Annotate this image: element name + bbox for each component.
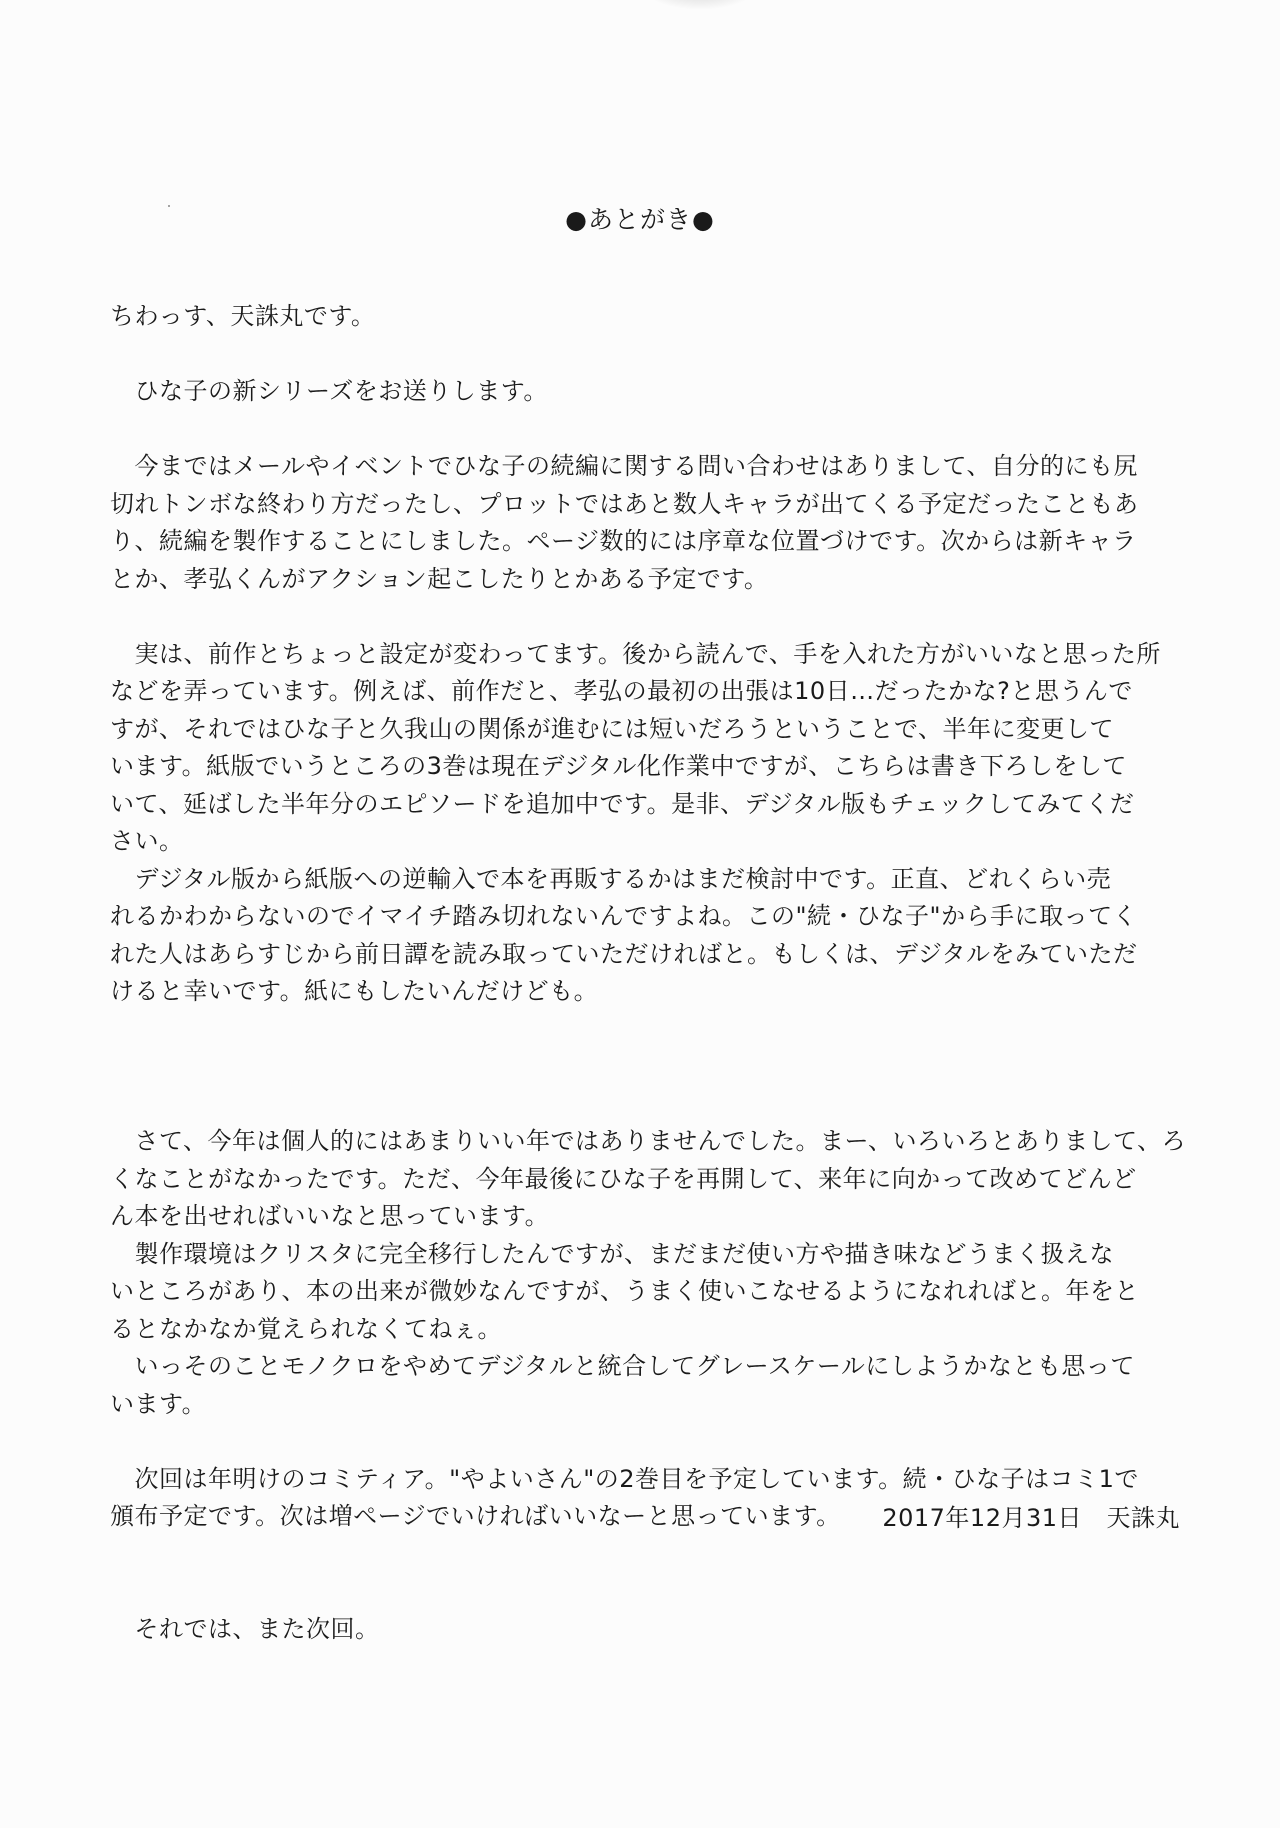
- paragraph-gap: [110, 598, 1190, 636]
- text: 製作環境はクリスタに完全移行したんですが、まだまだ使い方や描き味などうまく扱えな: [134, 1239, 1115, 1268]
- paragraph-line: いところがあり、本の出来が微妙なんですが、うまく使いこなせるようになれればと。年をと: [110, 1277, 1139, 1305]
- text: 次回は年明けのコミティア。"やよいさん"の2巻目を予定しています。続・ひな子はコミ1で: [134, 1464, 1139, 1493]
- paragraph-gap: [110, 336, 1190, 374]
- paragraph-gap: [110, 1048, 1190, 1086]
- paragraph-line: くなことがなかったです。ただ、今年最後にひな子を再開して、来年に向かって改めてどんど: [110, 1164, 1137, 1193]
- paragraph-line: すが、それではひな子と久我山の関係が進むには短いだろうということで、半年に変更して: [110, 714, 1115, 743]
- paragraph-gap: [110, 1423, 1190, 1461]
- paragraph-line: いて、延ばした半年分のエピソードを追加中です。是非、デジタル版もチェックしてみてくだ: [110, 789, 1135, 818]
- greeting-line: ちわっす、天誅丸です。: [110, 302, 376, 330]
- text: 今まではメールやイベントでひな子の続編に関する問い合わせはありまして、自分的にも尻: [134, 452, 1139, 480]
- paragraph-gap: [110, 1086, 1190, 1124]
- paragraph-line: [110, 861, 1190, 899]
- paragraph-line: います。: [110, 1389, 207, 1418]
- text: いっそのことモノクロをやめてデジタルと統合してグレースケールにしようかなとも思って: [134, 1352, 1135, 1380]
- paragraph-line: れた人はあらすじから前日譚を読み取っていただければと。もしくは、デジタルをみていただ: [110, 939, 1138, 968]
- text: さて、今年は個人的にはあまりいい年ではありませんでした。まー、いろいろとありまして、ろ: [134, 1127, 1187, 1155]
- paragraph-line: [110, 1123, 1190, 1161]
- paragraph-line: [110, 448, 1190, 486]
- paragraph-line: [110, 636, 1190, 674]
- paragraph-line: [110, 373, 1190, 411]
- paragraph-line: [110, 1348, 1190, 1386]
- paragraph-line: るとなかなか覚えられなくてねぇ。: [110, 1314, 502, 1343]
- paragraph-line: [110, 1461, 1190, 1499]
- paragraph-gap: [110, 1011, 1190, 1049]
- paragraph-line: 切れトンボな終わり方だったし、プロットではあと数人キャラが出てくる予定だったこともあ: [110, 489, 1139, 518]
- paragraph-gap: [110, 1536, 1190, 1574]
- paragraph-line: 頒布予定です。次は増ページでいければいいなーと思っています。: [110, 1502, 841, 1530]
- text: デジタル版から紙版への逆輸入で本を再販するかはまだ検討中です。正直、どれくらい売: [134, 864, 1112, 893]
- paragraph-line: さい。: [110, 827, 184, 855]
- scan-shadow: [640, 0, 760, 10]
- paragraph-line: [110, 1236, 1190, 1274]
- closing-line: [110, 1611, 1190, 1649]
- paragraph-line: ん本を出せればいいなと思っています。: [110, 1202, 550, 1230]
- afterword-body: [110, 298, 1190, 1648]
- paragraph-line: れるかわからないのでイマイチ踏み切れないんですよね。この"続・ひな子"から手に取ってく: [110, 902, 1138, 930]
- paragraph-line: り、続編を製作することにしました。ページ数的には序章な位置づけです。次からは新キャラ: [110, 527, 1137, 555]
- paragraph-gap: [110, 411, 1190, 449]
- text: 実は、前作とちょっと設定が変わってます。後から読んで、手を入れた方がいいなと思った所: [134, 639, 1161, 668]
- page-title: ●あとがき●: [565, 205, 715, 234]
- text: それでは、また次回。: [134, 1614, 380, 1643]
- paragraph-line: けると幸いです。紙にもしたいんだけども。: [110, 977, 599, 1005]
- text: ひな子の新シリーズをお送りします。: [134, 377, 548, 405]
- paragraph-line: などを弄っています。例えば、前作だと、孝弘の最初の出張は10日…だったかな?と思うんで: [110, 677, 1133, 705]
- paragraph-line: とか、孝弘くんがアクション起こしたりとかある予定です。: [110, 564, 769, 593]
- paragraph-gap: [110, 1573, 1190, 1611]
- paragraph-line: います。紙版でいうところの3巻は現在デジタル化作業中ですが、こちらは書き下ろしをして: [110, 752, 1127, 780]
- signature-date: 2017年12月31日 天誅丸: [882, 1504, 1180, 1532]
